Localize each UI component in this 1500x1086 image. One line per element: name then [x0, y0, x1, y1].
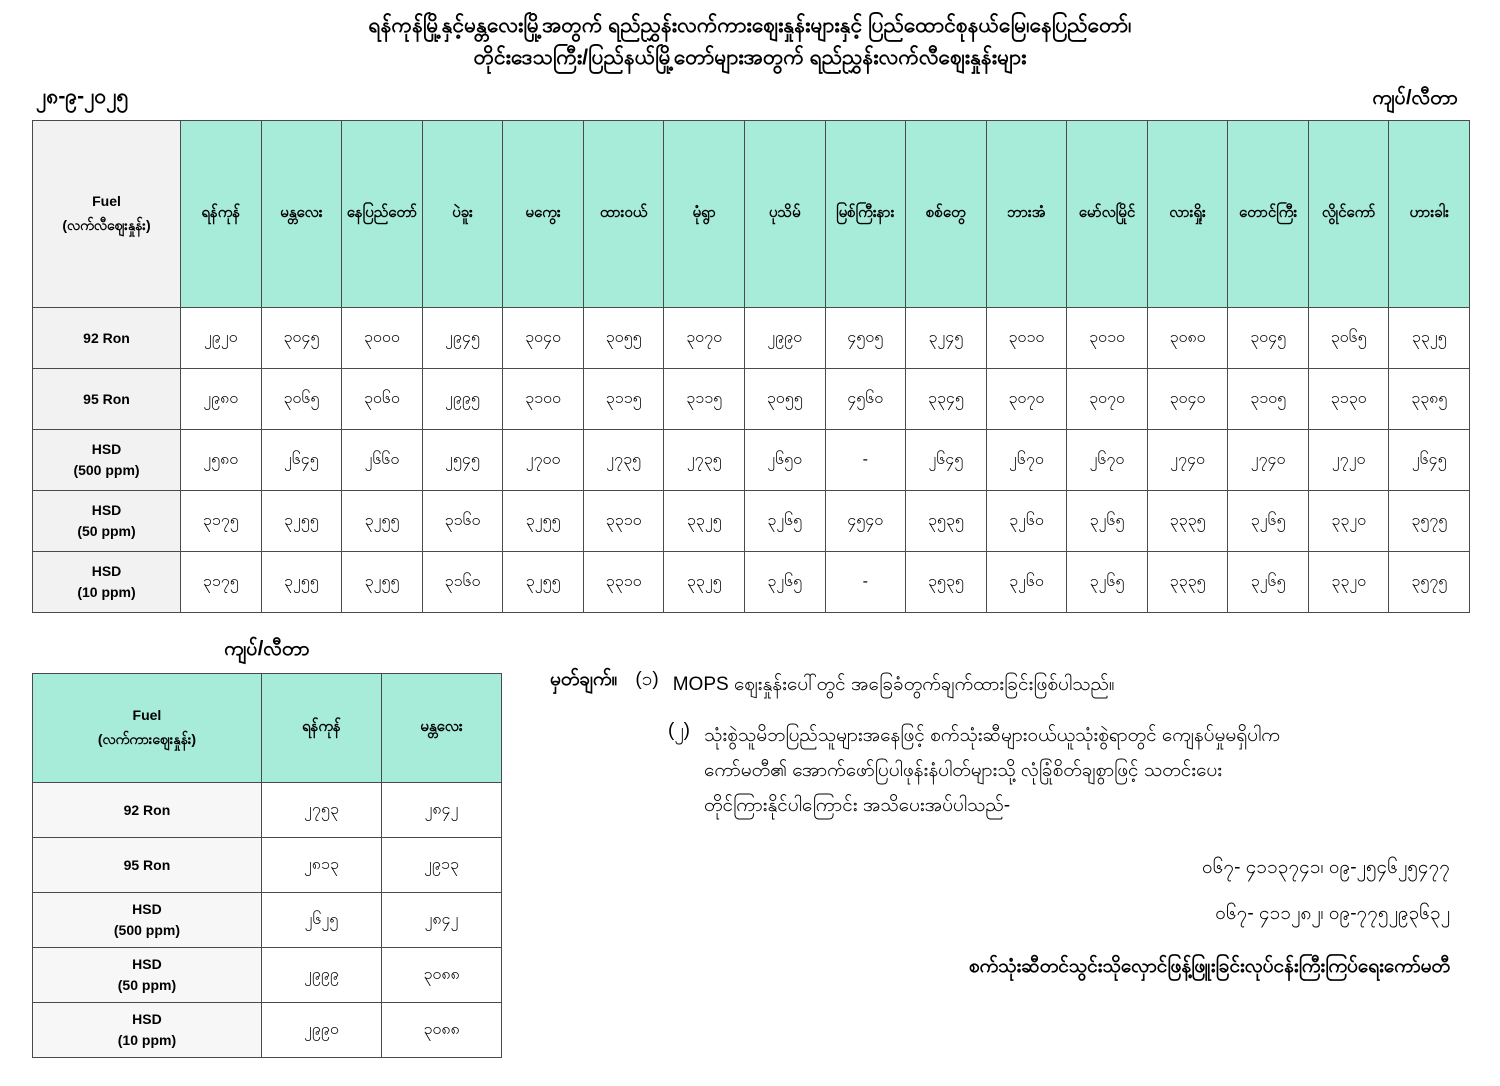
main-table-corner-header — [33, 121, 181, 308]
price-cell: ၃၀၀၀ — [342, 308, 423, 369]
lower-section — [0, 613, 1500, 1058]
fuel-label-line-1: HSD — [132, 901, 162, 917]
table-row — [33, 369, 1470, 430]
city-header: မုံရွာ — [664, 121, 745, 308]
price-cell: ၂၉၂၀ — [181, 308, 262, 369]
price-cell: - — [825, 552, 906, 613]
table-row — [33, 838, 502, 893]
price-cell: ၃၀၇၀ — [1067, 369, 1148, 430]
price-cell: ၃၀၈၈ — [381, 948, 501, 1003]
fuel-label-line-2: (500 ppm) — [113, 922, 180, 938]
city-header: ပဲခူး — [422, 121, 503, 308]
fuel-label-line-1: 92 Ron — [123, 801, 171, 818]
note-row-2 — [668, 718, 1470, 823]
city-header: မြစ်ကြီးနား — [825, 121, 906, 308]
price-cell: ၂၇၃၅ — [664, 430, 745, 491]
price-cell: ၃၀၆၀ — [342, 369, 423, 430]
note-number: (၂) — [668, 720, 690, 742]
table-row — [33, 552, 1470, 613]
price-cell: ၄၅၀၅ — [825, 308, 906, 369]
sub-corner-label-line-1: Fuel — [132, 707, 162, 724]
price-cell: ၃၂၅၅ — [503, 552, 584, 613]
price-cell: ၃၃၃၅ — [1147, 552, 1228, 613]
price-cell: ၂၉၉၅ — [422, 369, 503, 430]
wholesale-block — [32, 635, 502, 1058]
price-cell: ၃၂၆၅ — [1067, 491, 1148, 552]
sub-city-header: မန္တလေး — [381, 674, 501, 783]
table-row — [33, 1003, 502, 1058]
price-cell: ၃၂၅၅ — [342, 491, 423, 552]
price-cell: ၂၆၆၀ — [342, 430, 423, 491]
price-cell: ၃၃၄၅ — [906, 369, 987, 430]
corner-label-line-2: (လက်လီဈေးနှုန်း) — [62, 217, 151, 233]
city-header: လွိုင်ကော် — [1308, 121, 1389, 308]
price-cell: ၃၁၁၅ — [583, 369, 664, 430]
price-cell: ၂၆၂၅ — [261, 893, 381, 948]
sub-table-corner-header — [33, 674, 262, 783]
price-cell: ၃၁၇၅ — [181, 491, 262, 552]
meta-row — [0, 73, 1500, 120]
price-cell: ၃၅၃၅ — [906, 491, 987, 552]
price-cell: ၃၁၆၀ — [422, 552, 503, 613]
sub-table-head — [33, 674, 502, 783]
price-cell: ၃၂၆၅ — [1228, 552, 1309, 613]
price-cell: ၃၀၈၀ — [1147, 308, 1228, 369]
price-cell: ၃၃၈၅ — [1389, 369, 1470, 430]
price-cell: ၂၇၄၀ — [1147, 430, 1228, 491]
main-table-header-row — [33, 121, 1470, 308]
price-cell: ၃၁၁၅ — [664, 369, 745, 430]
fuel-label-line-1: 92 Ron — [83, 329, 130, 346]
city-header: လားရှိုး — [1147, 121, 1228, 308]
price-cell: ၃၁၇၅ — [181, 552, 262, 613]
price-cell: ၃၃၂၀ — [1308, 552, 1389, 613]
fuel-label-line-1: HSD — [91, 441, 122, 457]
notes-block — [502, 635, 1470, 982]
wholesale-price-table — [32, 673, 502, 1058]
sub-table-header-row — [33, 674, 502, 783]
table-row — [33, 783, 502, 838]
price-cell: ၃၂၆၀ — [986, 491, 1067, 552]
price-cell: ၃၀၅၅ — [583, 308, 664, 369]
price-cell: ၃၀၆၅ — [261, 369, 342, 430]
corner-label-line-1: Fuel — [92, 193, 121, 210]
sub-table-body — [33, 783, 502, 1058]
price-cell: ၃၀၆၅ — [1308, 308, 1389, 369]
price-cell: ၂၅၈၀ — [181, 430, 262, 491]
price-cell: ၂၈၄၂ — [381, 783, 501, 838]
fuel-label-line-1: 95 Ron — [123, 856, 171, 873]
price-cell: ၄၅၄၀ — [825, 491, 906, 552]
note-number: (၁) — [635, 669, 659, 690]
note-text-group — [704, 718, 1280, 823]
note-row-1 — [550, 667, 1470, 702]
price-cell: ၂၉၉၉ — [261, 948, 381, 1003]
note-text-cont-2: တိုင်ကြားနိုင်ပါကြောင်း အသိပေးအပ်ပါသည်- — [704, 795, 1011, 817]
price-cell: ၂၇၃၅ — [583, 430, 664, 491]
fuel-label-line-1: HSD — [132, 956, 162, 972]
price-cell: ၂၆၇၀ — [986, 430, 1067, 491]
table-row — [33, 491, 1470, 552]
city-header: မော်လမြိုင် — [1067, 121, 1148, 308]
price-cell: ၂၆၄၅ — [1389, 430, 1470, 491]
city-header: မန္တလေး — [261, 121, 342, 308]
price-cell: ၃၀၁၀ — [986, 308, 1067, 369]
price-cell: ၃၂၅၅ — [342, 552, 423, 613]
contact-phone-line-1: ၀၆၇- ၄၁၁၃၇၄၁၊ ၀၉-၂၅၄၆၂၅၄၇၇ — [1202, 856, 1450, 878]
fuel-type-label — [33, 948, 262, 1003]
price-cell: ၂၇၅၃ — [261, 783, 381, 838]
price-cell: ၃၃၂၅ — [664, 552, 745, 613]
city-header: ထားဝယ် — [583, 121, 664, 308]
fuel-type-label — [33, 838, 262, 893]
fuel-label-line-2: (10 ppm) — [117, 1032, 177, 1048]
notes-heading: မှတ်ချက်။ — [550, 669, 618, 690]
fuel-type-label — [33, 369, 181, 430]
price-cell: ၂၉၈၀ — [181, 369, 262, 430]
city-header: စစ်တွေ — [906, 121, 987, 308]
page-title-line-2: တိုင်းဒေသကြီး/ပြည်နယ်မြို့တော်များအတွက် ရည်ညွှန်းလက်လီဈေးနှုန်းများ — [473, 45, 1027, 69]
page-title-line-1: ရန်ကုန်မြို့နှင့်မန္တလေးမြို့အတွက် ရည်ညွှန်းလက်ကားဈေးနှုန်းများနှင့် ပြည်ထောင်စုနယ်မြေ၊နေပြည်တော်၊ — [368, 14, 1132, 37]
price-cell: ၂၈၁၃ — [261, 838, 381, 893]
note-text-cont-1: ကော်မတီ၏ အောက်ဖော်ပြပါဖုန်းနံပါတ်များသို့ လုံခြုံစိတ်ချစွာဖြင့် သတင်းပေး — [704, 760, 1223, 782]
table-row — [33, 430, 1470, 491]
price-cell: ၂၆၄၅ — [261, 430, 342, 491]
price-cell: ၃၁၆၀ — [422, 491, 503, 552]
issuing-organization: စက်သုံးဆီတင်သွင်းသိုလှောင်ဖြန့်ဖြူးခြင်းလုပ်ငန်းကြီးကြပ်ရေးကော်မတီ — [968, 955, 1450, 977]
contact-phone-line-2: ၀၆၇- ၄၁၁၂၈၂၊ ၀၉-၇၇၅၂၉၃၆၃၂ — [1215, 902, 1450, 924]
fuel-type-label — [33, 552, 181, 613]
main-table-wrap — [0, 120, 1500, 613]
price-cell: ၃၅၇၅ — [1389, 491, 1470, 552]
fuel-type-label — [33, 491, 181, 552]
table-row — [33, 308, 1470, 369]
fuel-label-line-1: HSD — [132, 1011, 162, 1027]
price-cell: ၂၅၄၅ — [422, 430, 503, 491]
price-cell: ၃၃၂၀ — [1308, 491, 1389, 552]
title-block — [0, 0, 1500, 73]
main-table-body — [33, 308, 1470, 613]
price-cell: ၃၂၅၅ — [261, 552, 342, 613]
price-cell: ၃၂၆၀ — [986, 552, 1067, 613]
price-cell: ၃၀၄၅ — [1228, 308, 1309, 369]
fuel-label-line-2: (10 ppm) — [77, 584, 136, 600]
price-cell: ၃၅၇၅ — [1389, 552, 1470, 613]
note-text: သုံးစွဲသူမိဘပြည်သူများအနေဖြင့် စက်သုံးဆီများဝယ်ယူသုံးစွဲရာတွင် ကျေနပ်မှုမရှိပါက — [704, 725, 1280, 747]
fuel-label-line-2: (500 ppm) — [73, 462, 140, 478]
price-cell: ၃၂၅၅ — [261, 491, 342, 552]
fuel-label-line-2: (50 ppm) — [117, 977, 177, 993]
price-cell: ၂၇၂၀ — [1308, 430, 1389, 491]
price-cell: ၂၉၉၀ — [744, 308, 825, 369]
price-cell: ၃၂၆၅ — [744, 552, 825, 613]
price-cell: ၃၀၇၀ — [664, 308, 745, 369]
price-cell: ၂၆၄၅ — [906, 430, 987, 491]
city-header: ဟားခါး — [1389, 121, 1470, 308]
price-cell: ၃၂၆၅ — [1228, 491, 1309, 552]
price-cell: ၃၂၆၅ — [744, 491, 825, 552]
price-cell: ၃၀၄၅ — [261, 308, 342, 369]
price-cell: ၃၂၅၅ — [503, 491, 584, 552]
sub-corner-label-line-2: (လက်ကားဈေးနှုန်း) — [97, 731, 197, 747]
main-table-head — [33, 121, 1470, 308]
retail-price-table — [32, 120, 1470, 613]
fuel-label-line-1: HSD — [91, 502, 122, 518]
price-cell: ၃၃၂၅ — [664, 491, 745, 552]
price-cell: ၃၀၈၈ — [381, 1003, 501, 1058]
city-header: ဘားအံ — [986, 121, 1067, 308]
price-cell: ၃၀၇၀ — [986, 369, 1067, 430]
note-text: MOPS ဈေးနှုန်းပေါ်တွင် အခြေခံတွက်ချက်ထားခြင်းဖြစ်ပါသည်။ — [672, 674, 1115, 695]
city-header: မကွေး — [503, 121, 584, 308]
unit-label-main: ကျပ်/လီတာ — [1372, 87, 1458, 109]
price-cell: ၂၉၁၃ — [381, 838, 501, 893]
price-cell: ၂၇၄၀ — [1228, 430, 1309, 491]
price-cell: ၂၆၅၀ — [744, 430, 825, 491]
price-cell: ၄၅၆၀ — [825, 369, 906, 430]
fuel-label-line-1: HSD — [91, 563, 122, 579]
price-cell: ၂၉၉၀ — [261, 1003, 381, 1058]
fuel-type-label — [33, 783, 262, 838]
price-cell: ၃၀၅၅ — [744, 369, 825, 430]
price-cell: ၃၀၄၀ — [503, 308, 584, 369]
fuel-type-label — [33, 430, 181, 491]
price-cell: ၃၂၆၅ — [1067, 552, 1148, 613]
price-cell: ၃၀၁၀ — [1067, 308, 1148, 369]
price-cell: ၃၃၁၀ — [583, 552, 664, 613]
fuel-type-label — [33, 893, 262, 948]
price-cell: ၃၃၃၅ — [1147, 491, 1228, 552]
price-cell: ၂၆၇၀ — [1067, 430, 1148, 491]
price-cell: ၃၁၀၀ — [503, 369, 584, 430]
sub-city-header: ရန်ကုန် — [261, 674, 381, 783]
table-row — [33, 893, 502, 948]
table-row — [33, 948, 502, 1003]
price-cell: ၃၃၁၀ — [583, 491, 664, 552]
price-cell: ၃၀၄၀ — [1147, 369, 1228, 430]
price-cell: - — [825, 430, 906, 491]
price-cell: ၃၃၂၅ — [1389, 308, 1470, 369]
fuel-type-label — [33, 1003, 262, 1058]
city-header: နေပြည်တော် — [342, 121, 423, 308]
report-date: ၂၈-၉-၂၀၂၅ — [36, 85, 129, 108]
fuel-type-label — [33, 308, 181, 369]
price-cell: ၂၉၄၅ — [422, 308, 503, 369]
price-cell: ၃၁၀၅ — [1228, 369, 1309, 430]
city-header: ပုသိမ် — [744, 121, 825, 308]
price-cell: ၃၂၄၅ — [906, 308, 987, 369]
fuel-label-line-2: (50 ppm) — [77, 523, 136, 539]
price-cell: ၂၈၄၂ — [381, 893, 501, 948]
fuel-label-line-1: 95 Ron — [83, 390, 130, 407]
price-cell: ၃၅၃၅ — [906, 552, 987, 613]
city-header: တောင်ကြီး — [1228, 121, 1309, 308]
price-cell: ၃၁၃၀ — [1308, 369, 1389, 430]
city-header: ရန်ကုန် — [181, 121, 262, 308]
unit-label-sub: ကျပ်/လီတာ — [224, 638, 310, 660]
price-cell: ၂၇၀၀ — [503, 430, 584, 491]
